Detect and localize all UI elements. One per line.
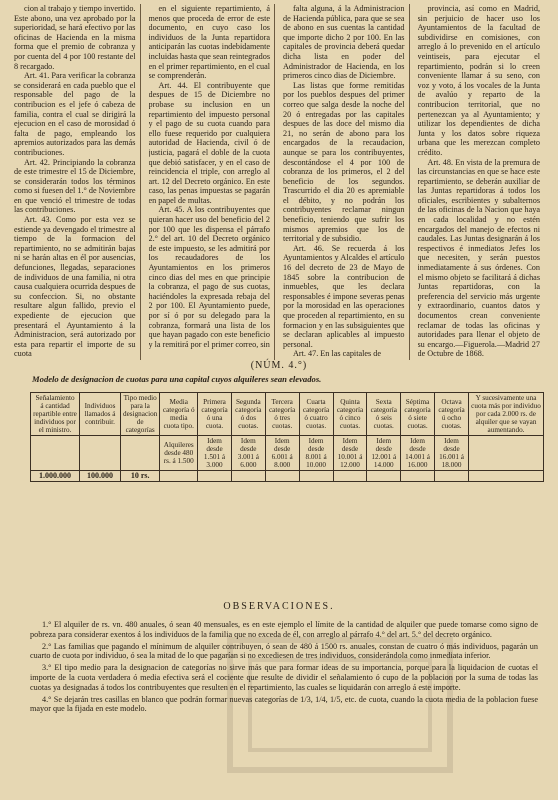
table-row — [31, 436, 544, 471]
table-cell — [265, 471, 299, 482]
observation-item: 3.° El tipo medio para la designacion de categorías no sirve más que para formar ideas de su importancia, porque para la liquidacion de cuotas el importe de la cuota verdadera ó media efectiva será el cociente que resulte de dividir el señalamiento ó cupo de la poblacion por la suma de todas las cuotas ya designadas á todos los contribuyentes que resulten en el repartimiento, las cuales se liquidarán con arreglo á este importe. — [30, 663, 538, 692]
table-cell: 1.000.000 — [31, 471, 80, 482]
observations-title: OBSERVACIONES. — [223, 601, 335, 612]
table-cell: Idem desde 14.001 á 16.000 — [401, 436, 435, 471]
paragraph: Art. 45. A los contribuyentes que quieran hacer uso del beneficio del 2 por 100 que les dispensa el párrafo 2.° del art. 10 del Decreto orgánico de este impuesto, se les admitirá por los recaudadores de los Ayuntamientos en los primeros cinco dias del mes en que principie la cobranza, el pago de sus cuotas, haciéndoles la expresada rebaja del 2 por 100. El Ayuntamiento puede, por sí ó por su delegado para la cobranza, formará una lista de los que hayan pagado con este beneficio y la remitirá por el primer correo, sin — [148, 205, 270, 349]
table-cell — [401, 471, 435, 482]
table-header-cell: Segunda categoría ó dos cuotas. — [231, 393, 265, 436]
table-row — [31, 471, 544, 482]
table-header-cell: Tipo medio para la designacion de categorías — [121, 393, 160, 436]
observation-item: 4.° Se dejarán tres casillas en blanco que podrán formar nuevas categorías de 1/3, 1/4, 1/5, etc. de cuota, cuando la cuota media de la poblacion fuese mayor que la fijada en este modelo. — [30, 694, 538, 714]
table-cell: Idem desde 12.001 á 14.000 — [367, 436, 401, 471]
table-header-cell: Y sucesivamente una cuota más por individuo por cada 2.000 rs. de alquiler que se vayan aumentando. — [469, 393, 544, 436]
paragraph: Art. 47. En las capitales de — [293, 349, 381, 359]
table-cell — [198, 471, 232, 482]
table-cell — [469, 436, 544, 471]
paragraph: Art. 41. Para verificar la cobranza se considerará en cada pueblo que el responsable del pago de la contribucion es el jefe ó cabeza de familia, contra el cual se dirigirá la ejecucion en el caso de morosidad ó falta de pago, empleando los apremios autorizados para las demás contribuciones. — [14, 71, 136, 157]
table-header-cell: Primera categoría ó una cuota. — [198, 393, 232, 436]
table-cell — [31, 436, 80, 471]
table-header-cell: Media categoría ó media cuota tipo. — [160, 393, 198, 436]
table-cell: Idem desde 6.001 á 8.000 — [265, 436, 299, 471]
paragraph: cion al trabajo y tiempo invertido. Este abono, una vez aprobado por la superioridad, se hará efectivo por las oficinas de Hacienda en la misma forma que el premio de cobranza y por cuenta del 4 por 100 restante del 8 recargado. — [14, 4, 136, 71]
table-header-cell: Sexta categoría ó seis cuotas. — [367, 393, 401, 436]
table-header-cell: Tercera categoría ó tres cuotas. — [265, 393, 299, 436]
paragraph: Art. 44. El contribuyente que despues de 15 de Diciembre no probase su inclusion en un repartimiento del impuesto personal y el pago de su cuota cuando para ello fuese requerido por cualquiera autoridad de Hacienda, civil ó de justicia, pagará el doble de la cuota que debió satisfacer, y en el caso de reincidencia el triple, con arreglo al art. 12 del Decreto orgánico. En este caso, las penas impuestas se pagarán en papel de multas. — [148, 80, 270, 205]
table-cell — [80, 436, 121, 471]
table-cell — [469, 471, 544, 482]
paragraph: Las listas que forme remitidas por los pueblos despues del primer correo que salga desde la noche del 20 ó entregadas por las capitales despues de las doce del mismo dia 21, no serán de abono para los encargados de la recaudacion, aunque se para los contribuyentes, descontándose el 4 por 100 de cobranza de los primeros, el 2 del beneficio de los segundos. Trascurrido el dia 20 es apremiable el débito, y no podrán los contribuyentes reclamar ningun beneficio, teniendo que sufrir los mismos apremios que los de territorial y de subsidio. — [283, 80, 405, 244]
text-column-1 — [14, 4, 141, 360]
annex-title: Modelo de designacion de cuotas para una capital cuyos alquileres sean elevados. — [32, 374, 322, 384]
paragraph: Art. 46. Se recuerda á los Ayuntamientos y Alcaldes el artículo 16 del decreto de 23 de Mayo de 1845 sobre la contribucion de inmuebles, que les declara responsables é impone severas penas por la morosidad en las operaciones que proceden al repartimiento, en su formacion y en las subsiguientes que se declaran aplicables al impuesto personal. — [283, 243, 405, 349]
table-cell — [299, 471, 333, 482]
observations-list — [30, 620, 538, 716]
table-header-row — [31, 393, 544, 436]
table-cell — [121, 436, 160, 471]
text-column-2 — [149, 4, 276, 360]
table-header-cell: Cuarta categoría ó cuatro cuotas. — [299, 393, 333, 436]
table-cell — [160, 471, 198, 482]
table-cell: Idem desde 1.501 á 3.000 — [198, 436, 232, 471]
annex-number: (NÚM. 4.°) — [250, 360, 308, 371]
table-header-cell: Octava categoría ú ocho cuotas. — [435, 393, 469, 436]
table-cell — [435, 471, 469, 482]
article-columns — [14, 4, 544, 360]
paragraph: Art. 43. Como por esta vez se estiende ya devengado el trimestre al tiempo de la formacion del repartimiento, no se admitirán bajas ni se harán altas en él por ausencias, defunciones, llegadas, separaciones de individuos de una familia, ni otra causa cualquiera ocurrida despues de su confeccion. Si, no obstante resultare algun fallido, previo el expediente de ejecucion que presentará el Ayuntamiento á la Administracion, será autorizado por esta para repartir el importe de su cuota — [14, 215, 136, 359]
paragraph: Art. 42. Principiando la cobranza de este trimestre el 15 de Diciembre, se considerarán todos los términos como si fuesen del 1.° de Noviembre en que venció el trimestre de todas las contribuciones. — [14, 157, 136, 215]
table-cell — [367, 471, 401, 482]
table-cell: 10 rs. — [121, 471, 160, 482]
observation-item: 2.° Las familias que pagando el mínimum de alquiler contribuyen, ó sean de 480 á 1500 rs. anuales, constan de cuatro ó más individuos, pagarán un cuarto de cuota por individuo, ó sea la mitad de lo que pagarían si no excediesen de tres individuos, considerándola como inmediata inferior. — [30, 641, 538, 661]
table-cell: Idem desde 16.001 á 18.000 — [435, 436, 469, 471]
paragraph: Art. 48. En vista de la premura de las circunstancias en que se hace este repartimiento, se deberán auxiliar de las Juntas repartidoras á todos los oficiales, escribientes y subalternos de las oficinas de la Nacion que haya en cada localidad y no estén encargados del manejo de efectos ni caudales. Las Juntas designarán á los respectivos é inmediatos Jefes los que necesiten, y serán puestos inmediatamente á sus órdenes. Con el mismo objeto se facilitará á dichas Juntas repartidoras, con la preferencia del servicio más urgente y extraordinario, cuantos datos y documentos crean conveniente reclamar de todas las oficinas y autoridades para llenar el objeto de su encargo.—Figuerola.—Madrid 27 de Octubre de 1868. — [417, 157, 540, 359]
table-cell — [231, 471, 265, 482]
table-cell: Idem desde 8.001 á 10.000 — [299, 436, 333, 471]
quota-table — [30, 392, 544, 482]
table-cell: Alquileres desde 480 rs. á 1.500 — [160, 436, 198, 471]
table-cell — [333, 471, 367, 482]
observation-item: 1.° El alquiler de rs. vn. 480 anuales, ó sean 40 mensuales, es en este ejemplo el límite de la cantidad de alquiler que puede tomarse como signo de pobreza para considerar exentos á los individuos de la familia que no exceda de él, con arreglo al párrafo 4.° del art. 5.° del decreto orgánico. — [30, 620, 538, 639]
table-header-cell: Individuos llamados á contribuir. — [80, 393, 121, 436]
paragraph: provincia, así como en Madrid, sin perjuicio de hacer uso los Ayuntamientos de la facultad de subdividirse en comisiones, con arreglo á lo prevenido en el artículo veintiseis, para ejecutar el repartimiento, podrán si lo creen conveniente llamar á su seno, con voz y voto, á los vocales de la Junta de avalúo y reparto de la contribucion territorial, que no pertenezcan ya al Ayuntamiento; y utilizar los dependientes de dicha Junta y los datos sobre riqueza urbana que les merezcan completo crédito. — [417, 4, 540, 157]
table-header-cell: Quinta categoría ó cinco cuotas. — [333, 393, 367, 436]
text-column-4 — [418, 4, 545, 360]
table-cell: Idem desde 10.001 á 12.000 — [333, 436, 367, 471]
text-column-3 — [283, 4, 410, 360]
table-cell: Idem desde 3.001 á 6.000 — [231, 436, 265, 471]
paragraph: en el siguiente repartimiento, á menos que proceda de error de este documento, en cuyo caso los individuos de la Junta repartidora anticiparán las cuotas indebidamente incluidas hasta que sean reintegrados en el primer repartimiento, en el cual se comprenderán. — [148, 4, 270, 81]
table-cell: 100.000 — [80, 471, 121, 482]
paragraph: falta alguna, á la Administracion de Hacienda pública, para que se sea de abono en sus cuentas la cantidad que importe dicho 2 por 100. En las capitales de provincia deberá quedar dicha lista en poder del Administrador de Hacienda, en los primeros cinco dias de Diciembre. — [283, 4, 405, 81]
table-header-cell: Séptima categoría ó siete cuotas. — [401, 393, 435, 436]
table-header-cell: Señalamiento á cantidad repartible entre individuos por el ministro. — [31, 393, 80, 436]
